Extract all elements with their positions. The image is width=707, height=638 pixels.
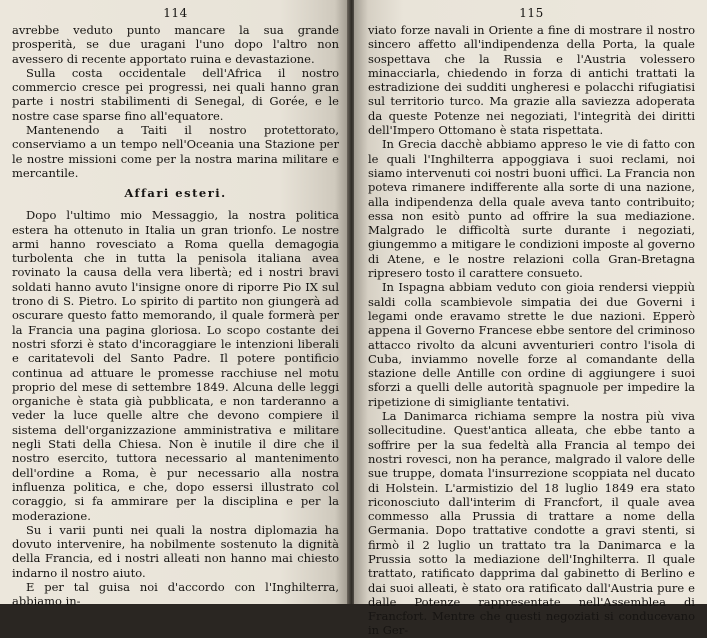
paragraph: Sulla costa occidentale dell'Africa il nostro commercio cresce pei progressi, nei quali hanno gran parte i nostri stabilimenti di Senegal, di Gorée, e le nostre case sparse fino all'equatore. xyxy=(12,65,339,123)
page-number-left: 114 xyxy=(163,6,188,20)
page-number-right: 115 xyxy=(519,6,544,20)
paragraph: Su i varii punti nei quali la nostra diplomazia ha dovuto intervenire, ha nobilmente sostenuto la dignità della Francia, ed i nostri alleati non hanno mai chiesto indarno il nostro aiuto. xyxy=(12,522,339,580)
paragraph: La Danimarca richiama sempre la nostra più viva sollecitudine. Quest'antica alleata, che ebbe tanto a soffrire per la sua fedeltà alla Francia al tempo dei nostri rovesci, non ha perance, malgrado il valore delle sue truppe, domata l'insurrezione scoppiata nel ducato di Holstein. L'armistizio del 18 luglio 1849 era stato riconosciuto dall'interim di Francfort, il quale avea commesso alla Prussia di trattare a nome della Germania. Dopo trattative condotte a gravi stenti, si firmò il 2 luglio un trattato tra la Danimarca e la Prussia sotto la mediazione dell'Inghilterra. Il quale trattato, ratificato dapprima dal gabinetto di Berlino e dai suoi alleati, è stato ora ratificato dall'Austria pure e dalle Potenze rappresentate nell'Assemblea di Francfort. Mentre che questi negoziati si conducevano in Ger- xyxy=(368,409,695,638)
left-page xyxy=(0,0,349,609)
paragraph: Dopo l'ultimo mio Messaggio, la nostra politica estera ha ottenuto in Italia un gran trionfo. Le nostre armi hanno rovesciato a Roma quella demagogia turbolenta che in tutta la penisola italiana avea rovinato la causa della vera libertà; ed i nostri bravi soldati hanno avuto l'insigne onore di riporre Pio IX sul trono di S. Pietro. Lo spirito di partito non giungerà ad oscurare questo fatto memorando, il quale formerà per la Francia una pagina gloriosa. Lo scopo costante dei nostri sforzi è stato d'incoraggiare le intenzioni liberali e caritatevoli del Santo Padre. Il potere pontificio continua ad attuare le promesse racchiuse nel motu proprio del mese di settembre 1849. Alcuna delle leggi organiche è stata già pubblicata, e non tarderanno a veder la luce quelle altre che devono compiere il sistema dell'organizzazione amministrativa e militare negli Stati della Chiesa. Non è inutile il dire che il nostro esercito, tuttora necessario al mantenimento dell'ordine a Roma, è pur necessario alla nostra influenza politica, e che, dopo essersi illustrato col coraggio, si fa ammirare per la disciplina e per la moderazione. xyxy=(12,208,339,523)
paragraph: In Grecia dacchè abbiamo appreso le vie di fatto con le quali l'Inghilterra appoggiava i suoi reclami, noi siamo intervenuti coi nostri buoni uffici. La Francia non poteva rimanere indifferente alla sorte di una nazione, alla indipendenza della quale aveva tanto contribuito; essa non esitò punto ad offrire la sua mediazione. Malgrado le difficoltà surte durante i negoziati, giungemmo a mitigare le condizioni imposte al governo di Atene, e le nostre relazioni colla Gran-Bretagna ripresero tosto il carattere consueto. xyxy=(368,137,695,281)
paragraph: E per tal guisa noi d'accordo con l'Inghilterra, abbiamo in- xyxy=(12,579,339,609)
paragraph: viato forze navali in Oriente a fine di mostrare il nostro sincero affetto all'indipendenza della Porta, la quale sospettava che la Russia e l'Austria volessero minacciarla, chiedendo in forza di antichi trattati la estradizione dei sudditi ungheresi e polacchi rifugiatisi sul territorio turco. Ma grazie alla saviezza adoperata da queste Potenze nei negoziati, l'integrità dei diritti dell'Impero Ottomano è stata rispettata. xyxy=(368,23,695,138)
paragraph: avrebbe veduto punto mancare la sua grande prosperità, se due uragani l'uno dopo l'altro non avessero di recente apportato ruina e devastazione. xyxy=(12,23,339,66)
section-heading: Affari esteri. xyxy=(124,186,227,201)
paragraph: In Ispagna abbiam veduto con gioia rendersi vieppiù saldi colla scambievole simpatia dei due Governi i legami onde eravamo strette le due nazioni. Epperò appena il Governo Francese ebbe sentore del criminoso attacco rivolto da alcuni avventurieri contro l'isola di Cuba, inviammo novelle forze al comandante della stazione delle Antille con ordine di aggiungere i suoi sforzi a quelli delle autorità spagnuole per impedire la ripetizione di simigliante tentativi. xyxy=(368,280,695,409)
right-page xyxy=(354,0,707,638)
paragraph: Mantenendo a Taiti il nostro protettorato, conserviamo a un tempo nell'Oceania una Stazione per le nostre missioni come per la nostra marina militare e mercantile. xyxy=(12,123,339,180)
